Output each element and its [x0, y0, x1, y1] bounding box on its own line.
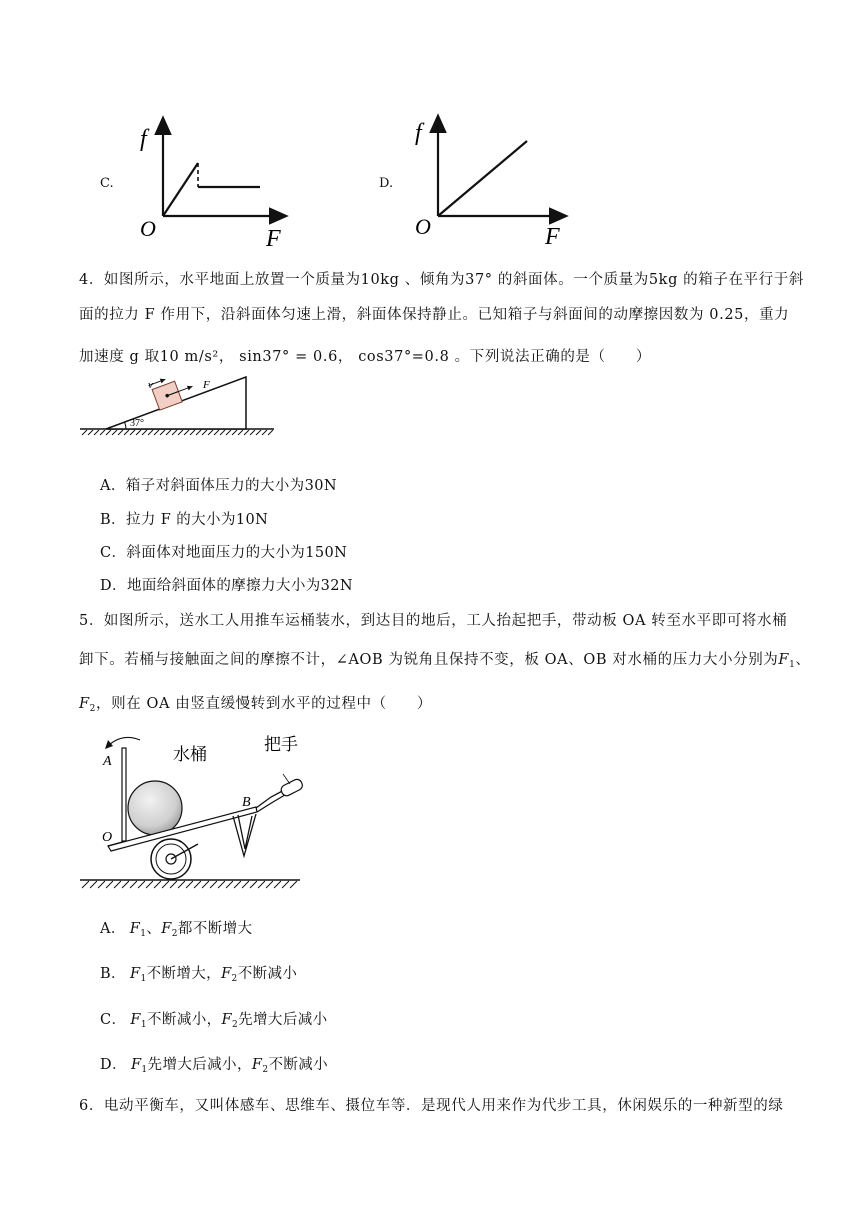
q5-line-2-tail: 、 — [795, 652, 811, 668]
option-text-tail: 不断减小 — [268, 1057, 329, 1073]
option-text-tail: 不断减小 — [237, 966, 298, 982]
option-text: 不断减小， — [147, 1012, 222, 1028]
option-text: 斜面体对地面压力的大小为150N — [126, 545, 348, 561]
q4-line-1: 4．如图所示，水平地面上放置一个质量为10kg 、倾角为37° 的斜面体。一个质量为5kg 的箱子在平行于斜 — [79, 272, 804, 288]
f2-symbol: F — [79, 696, 90, 712]
f2-symbol: F — [221, 1012, 232, 1028]
point-o-label: O — [102, 830, 113, 845]
f2-subscript: 2 — [89, 704, 96, 714]
q4-incline-figure — [78, 375, 278, 440]
q4-option-b[interactable] — [100, 508, 268, 529]
q5-line-2-text: 卸下。若桶与接触面之间的摩擦不计，∠AOB 为锐角且保持不变，板 OA、OB 对水桶的压力大小分别为 — [79, 652, 779, 668]
f1-subscript: 1 — [789, 660, 796, 670]
x-axis-label: F — [545, 224, 560, 248]
velocity-label: v — [148, 379, 153, 391]
option-label: B． — [100, 512, 126, 528]
cart-leg — [233, 814, 256, 856]
water-bucket — [128, 781, 182, 835]
rotation-arrow — [109, 737, 140, 745]
graph-c — [130, 110, 300, 250]
f2-subscript: 2 — [231, 1020, 239, 1030]
q5-line-3 — [79, 692, 432, 714]
q6-line-1: 6．电动平衡车，又叫体感车、思维车、摄位车等．是现代人用来作为代步工具，休闲娱乐的一种新型的绿 — [79, 1098, 784, 1114]
f1-symbol: F — [778, 652, 790, 668]
f1-symbol: F — [130, 1057, 142, 1073]
f1-symbol: F — [129, 966, 141, 982]
q4-option-c[interactable] — [100, 541, 347, 562]
q5-option-d[interactable] — [100, 1053, 328, 1075]
q5-cart-figure — [78, 728, 308, 898]
f1-symbol: F — [130, 1012, 141, 1028]
option-label: A． — [100, 921, 126, 937]
option-text-tail: 先增大后减小 — [238, 1012, 328, 1028]
option-label: C． — [100, 545, 127, 561]
f2-symbol: F — [161, 921, 172, 937]
f2-subscript: 2 — [231, 974, 238, 984]
point-a-label: A — [103, 754, 112, 769]
f1-subscript: 1 — [140, 974, 147, 984]
q5-line-2 — [79, 648, 811, 670]
option-label: D． — [100, 578, 127, 594]
f1-subscript: 1 — [141, 1065, 148, 1075]
q4-line-2: 面的拉力 F 作用下，沿斜面体匀速上滑，斜面体保持静止。已知箱子与斜面间的动摩擦因数为 0.25，重力 — [79, 307, 790, 323]
option-label: A． — [100, 478, 126, 494]
ground-hatch — [82, 881, 297, 888]
ground-hatch — [82, 430, 273, 435]
point-b-label: B — [242, 795, 251, 810]
option-text: 先增大后减小， — [147, 1057, 252, 1073]
handle-grip — [279, 778, 304, 798]
option-text: 不断增大， — [146, 966, 222, 982]
x-axis-label: F — [266, 226, 281, 250]
f1-symbol: F — [129, 921, 141, 937]
f2-symbol: F — [251, 1057, 263, 1073]
friction-line — [438, 141, 527, 216]
f1-subscript: 1 — [140, 929, 147, 939]
f2-subscript: 2 — [171, 929, 178, 939]
option-label: D． — [100, 1057, 127, 1073]
angle-label: 37° — [130, 418, 144, 429]
q5-option-b[interactable] — [100, 962, 297, 984]
q4-option-a[interactable] — [100, 474, 337, 495]
q5-option-a[interactable] — [100, 917, 252, 939]
option-d-label: D. — [379, 176, 394, 191]
q5-line-3-text: ，则在 OA 由竖直缓慢转到水平的过程中（ ） — [96, 696, 432, 712]
q4-option-d[interactable] — [100, 574, 353, 595]
option-text-tail: 都不断增大 — [177, 921, 253, 937]
f1-subscript: 1 — [140, 1020, 148, 1030]
option-c-label: C. — [100, 176, 114, 191]
plate-oa — [122, 748, 126, 841]
option-text: 拉力 F 的大小为10N — [125, 512, 269, 528]
option-text: 、 — [146, 921, 162, 937]
origin-label: O — [415, 214, 431, 239]
friction-curve — [163, 163, 198, 216]
q5-option-c[interactable] — [100, 1008, 328, 1030]
q4-line-3: 加速度 g 取10 m/s²， sin37° = 0.6， cos37°=0.8 。下列说法正确的是（ ） — [79, 349, 651, 365]
option-label: B． — [100, 966, 126, 982]
y-axis-label: f — [415, 120, 422, 146]
f2-symbol: F — [221, 966, 232, 982]
graph-d — [405, 108, 575, 248]
y-axis-label: f — [140, 126, 147, 152]
option-text: 地面给斜面体的摩擦力大小为32N — [126, 578, 353, 594]
force-label: F — [203, 379, 210, 391]
f2-subscript: 2 — [262, 1065, 269, 1075]
q5-line-1: 5．如图所示，送水工人用推车运桶装水，到达目的地后，工人抬起把手，带动板 OA 转至水平即可将水桶 — [79, 613, 788, 629]
origin-label: O — [140, 216, 156, 241]
option-text: 箱子对斜面体压力的大小为30N — [125, 478, 337, 494]
option-label: C． — [100, 1012, 127, 1028]
handle-label: 把手 — [264, 735, 298, 755]
bucket-label: 水桶 — [173, 745, 207, 765]
